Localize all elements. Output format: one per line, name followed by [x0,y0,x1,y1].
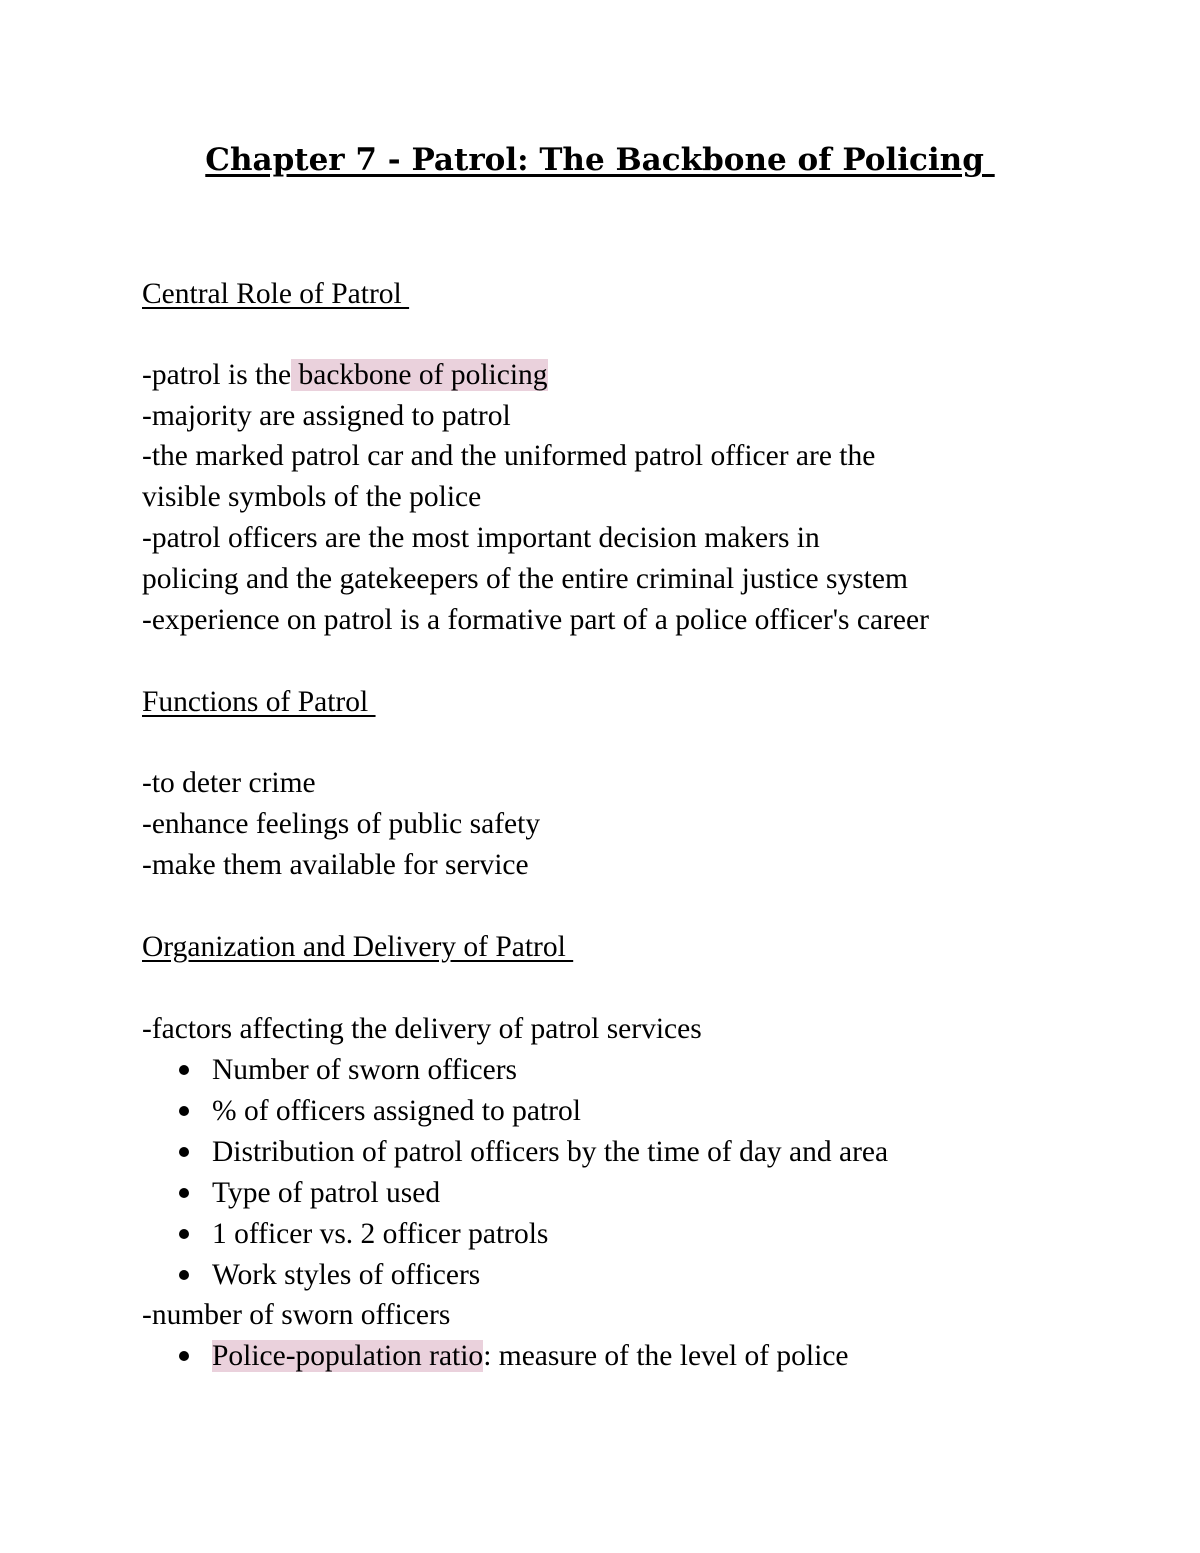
text-line: visible symbols of the police [142,481,482,513]
bullet-icon [179,1106,189,1116]
list-item [212,1336,849,1377]
bullet-icon [179,1351,189,1361]
list-item-text: 1 officer vs. 2 officer patrols [212,1218,549,1250]
list-item [212,1214,548,1255]
text-line: -to deter crime [142,767,316,799]
list-item-text: : measure of the level of police [483,1340,849,1372]
highlighted-term: Police-population ratio [212,1340,484,1372]
text-line: -majority are assigned to patrol [142,400,511,432]
list-item [212,1091,581,1132]
list-item-text: % of officers assigned to patrol [212,1095,581,1127]
bullet-icon [179,1065,189,1075]
section-heading-organization: Organization and Delivery of Patrol [142,931,574,963]
list-item [212,1255,480,1296]
text-line: -enhance feelings of public safety [142,808,541,840]
bullet-icon [179,1147,189,1157]
text-line: -patrol officers are the most important decision makers in [142,522,820,554]
document-title: Chapter 7 - Patrol: The Backbone of Policing [205,142,995,178]
list-item-text: Type of patrol used [212,1177,441,1209]
text-line: -the marked patrol car and the uniformed patrol officer are the [142,440,876,472]
text-line: policing and the gatekeepers of the entire criminal justice system [142,563,908,595]
text-segment: -patrol is the [142,359,292,391]
highlighted-term: backbone of policing [291,359,548,391]
section-heading-functions: Functions of Patrol [142,686,376,718]
list-item [212,1132,888,1173]
text-line: -factors affecting the delivery of patrol services [142,1013,702,1045]
list-item-text: Number of sworn officers [212,1054,518,1086]
list-item-text: Distribution of patrol officers by the time of day and area [212,1136,889,1168]
text-line [142,355,548,396]
list-item [212,1050,517,1091]
list-item [212,1173,440,1214]
section-heading-central-role: Central Role of Patrol [142,278,410,310]
text-line: -make them available for service [142,849,529,881]
text-line: -experience on patrol is a formative part of a police officer's career [142,604,929,636]
bullet-icon [179,1270,189,1280]
text-line: -number of sworn officers [142,1299,451,1331]
list-item-text: Work styles of officers [212,1259,481,1291]
bullet-icon [179,1188,189,1198]
bullet-icon [179,1229,189,1239]
